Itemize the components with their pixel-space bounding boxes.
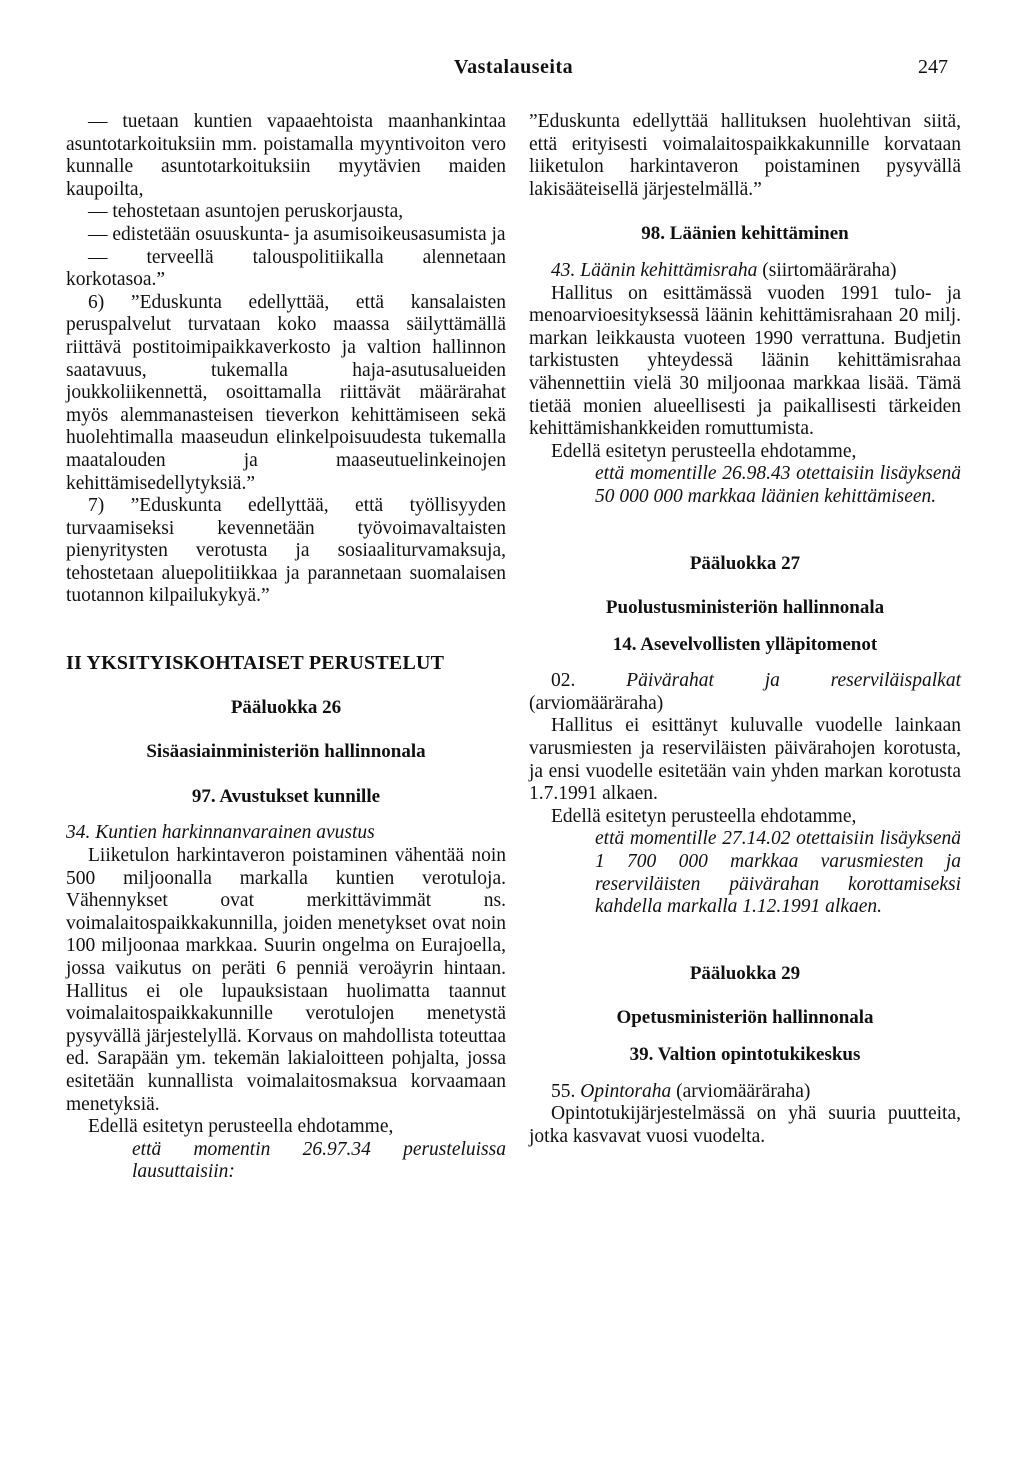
paragraph: Edellä esitetyn perusteella ehdotamme, bbox=[551, 805, 857, 827]
proposal-text: että momentille 27.14.02 otettaisiin lisäyksenä 1 700 000 markkaa varusmiesten ja reserviläisten päivärahan korottamiseksi kahdella markalla 1.12.1991 alkaen. bbox=[595, 828, 961, 918]
item-number: 02. bbox=[551, 670, 576, 692]
item-heading bbox=[529, 670, 961, 715]
ministry-heading: Puolustusministeriön hallinnonala bbox=[605, 597, 885, 619]
item-title: Opintoraha bbox=[580, 1080, 672, 1102]
ministry-heading: Sisäasiainministeriön hallinnonala bbox=[146, 741, 426, 763]
item-suffix: (siirtomääräraha) bbox=[762, 259, 897, 281]
item-title: Läänin kehittämisraha bbox=[580, 259, 758, 281]
paragraph: Edellä esitetyn perusteella ehdotamme, bbox=[88, 1116, 394, 1138]
paragraph: 7) ”Eduskunta edellyttää, että työllisyyden turvaamiseksi kevennetään työvoimavaltaisten pienyritysten verotusta ja sosiaaliturvamaksuja, tehostetaan aluepolitiikkaa ja parannetaan suomalaisen tuotannon kilpailukykyä.” bbox=[66, 495, 506, 607]
right-column bbox=[529, 111, 961, 1148]
running-header: Vastalauseita bbox=[454, 56, 574, 78]
paragraph: Liiketulon harkintaveron poistaminen vähentää noin 500 miljoonalla markalla kuntien verotuloja. Vähennykset ovat merkittävimmät ns. voimalaitospaikkakunnilla, joiden menetykset ovat noin 100 miljoonaa markkaa. Suurin ongelma on Eurajoella, jossa vaikutus on peräti 6 penniä veroäyrin hintaan. Hallitus ei ole lupauksistaan huolimatta taannut voimalaitospaikkakunnille verotulojen menetystä pysyvällä järjestelyllä. Korvaus on mahdollista toteuttaa ed. Sarapään ym. tekemän lakialoitteen pohjalta, jossa esitetään kunnallista voimalaitosmaksua korvaamaan menetyksiä. bbox=[66, 845, 506, 1115]
chapter-heading: 39. Valtion opintotukikeskus bbox=[629, 1044, 861, 1065]
left-column bbox=[66, 111, 506, 1184]
item-suffix: (arviomääräraha) bbox=[529, 692, 664, 714]
chapter-heading: 97. Avustukset kunnille bbox=[191, 785, 381, 807]
paragraph: Opintotukijärjestelmässä on yhä suuria puutteita, jotka kasvavat vuosi vuodelta. bbox=[529, 1103, 961, 1147]
paragraph: Hallitus on esittämässä vuoden 1991 tulo- ja menoarvioesityksessä läänin kehittämisrahaan 20 milj. markan leikkausta vuoteen 1990 verrattuna. Budjetin tarkistusten yhteydessä läänin kehittämisrahaa vähennettiin vielä 30 miljoonaa markkaa lisää. Tämä tietää monien alueellisesti ja paikallisesti tärkeiden kehittämishankkeiden romuttumista. bbox=[529, 282, 961, 440]
ministry-heading: Opetusministeriön hallinnonala bbox=[616, 1007, 874, 1029]
chapter-heading: 14. Asevelvollisten ylläpitomenot bbox=[612, 633, 878, 655]
item-heading bbox=[66, 822, 506, 845]
paragraph: 6) ”Eduskunta edellyttää, että kansalaisten peruspalvelut turvataan koko maassa säilyttämällä riittävä postitoimipaikkaverkosto ja valtion hallinnon saatavuus, tukemalla haja-asutusalueiden joukkoliikennettä, osoittamalla riittävät määrärahat myös alemmanasteisen tieverkon kehittämiseen sekä huolehtimalla maaseudun elinkelpoisuudesta tukemalla maatalouden ja maaseutuelinkeinojen kehittämisedellytyksiä.” bbox=[66, 291, 506, 494]
paragraph: — tehostetaan asuntojen peruskorjausta, bbox=[88, 201, 404, 223]
paragraph: — terveellä talouspolitiikalla alennetaan korkotasoa.” bbox=[66, 246, 506, 291]
section-heading: II YKSITYISKOHTAISET PERUSTELUT bbox=[66, 652, 445, 675]
main-class-heading: Pääluokka 29 bbox=[689, 962, 801, 984]
item-number: 43. bbox=[551, 259, 576, 281]
proposal-text: että momentille 26.98.43 otettaisiin lisäyksenä 50 000 000 markkaa läänien kehittämiseen. bbox=[595, 463, 961, 507]
paragraph: ”Eduskunta edellyttää hallituksen huolehtivan siitä, että erityisesti voimalaitospaikkakunnille korvataan liiketulon harkintaveron poistaminen pysyvällä lakisääteisellä järjestelmällä.” bbox=[529, 111, 961, 200]
chapter-heading: 98. Läänien kehittäminen bbox=[641, 223, 849, 245]
page-number: 247 bbox=[918, 56, 948, 78]
paragraph: — tuetaan kuntien vapaaehtoista maanhankintaa asuntotarkoituksiin mm. poistamalla myyntivoiton vero kunnalle asuntotarkoituksiin myytävien maiden kaupoilta, bbox=[66, 111, 506, 200]
item-heading bbox=[529, 1081, 961, 1104]
item-suffix: (arviomääräraha) bbox=[676, 1080, 811, 1102]
item-number: 55. bbox=[551, 1080, 576, 1102]
paragraph: — edistetään osuuskunta- ja asumisoikeusasumista ja bbox=[88, 223, 506, 245]
main-class-heading: Pääluokka 27 bbox=[689, 552, 801, 574]
main-class-heading: Pääluokka 26 bbox=[230, 696, 342, 718]
item-number: 34. bbox=[66, 822, 91, 844]
paragraph: Edellä esitetyn perusteella ehdotamme, bbox=[551, 440, 857, 462]
item-title: Kuntien harkinnanvarainen avustus bbox=[95, 822, 375, 844]
item-title: Päivärahat ja reserviläispalkat bbox=[626, 670, 962, 692]
paragraph: Hallitus ei esittänyt kuluvalle vuodelle lainkaan varusmiesten ja reserviläisten päivärahojen korotusta, ja ensi vuodelle esitetään vain yhden markan korotusta 1.7.1991 alkaen. bbox=[529, 715, 961, 805]
item-heading bbox=[529, 260, 961, 283]
proposal-text: että momentin 26.97.34 perusteluissa lausuttaisiin: bbox=[132, 1138, 506, 1183]
